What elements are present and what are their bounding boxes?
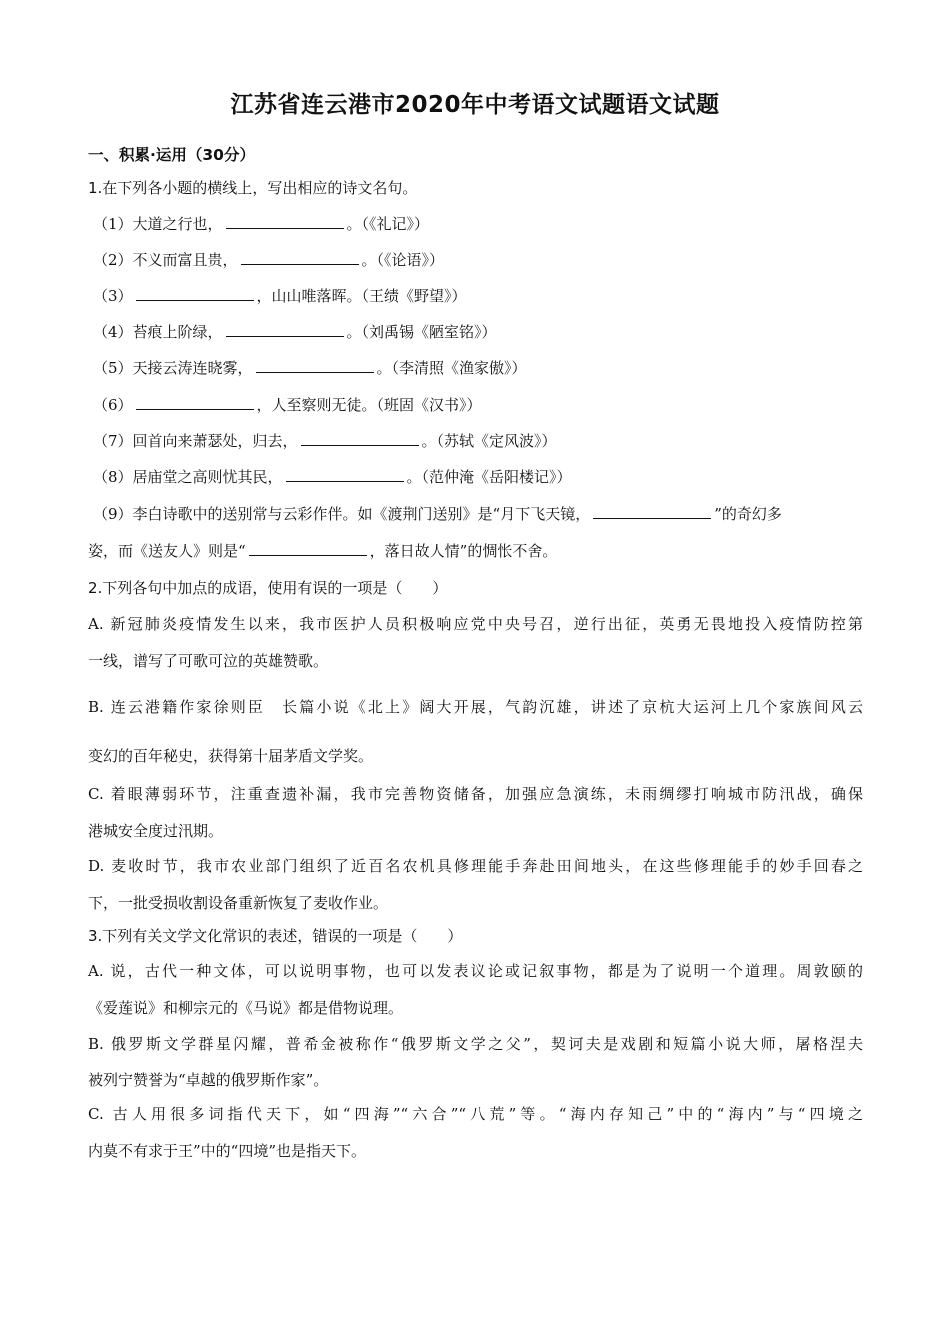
q2-option-c-line-2: 港城安全度过汛期。	[88, 822, 224, 840]
answer-blank[interactable]	[241, 250, 359, 265]
q1-item-2: （2）不义而富且贵， 。（《论语》）	[93, 251, 445, 269]
q1-item-7: （7）回首向来萧瑟处，归去， 。（苏轼《定风波》）	[93, 432, 557, 450]
question-2-stem: 2.下列各句中加点的成语，使用有误的一项是（ ）	[88, 579, 448, 597]
answer-blank[interactable]	[256, 358, 374, 373]
q1-item-4: （4）苔痕上阶绿， 。（刘禹锡《陋室铭》）	[93, 323, 497, 341]
q3-option-a-line-2: 《爱莲说》和柳宗元的《马说》都是借物说理。	[88, 999, 404, 1017]
answer-blank[interactable]	[301, 431, 419, 446]
answer-blank[interactable]	[136, 395, 254, 410]
q2-option-b-line-1: B. 连云港籍作家徐则臣 长篇小说《北上》阔大开展，气韵沉雄，讲述了京杭大运河上几个家族间风云	[88, 698, 863, 716]
answer-blank[interactable]	[286, 467, 404, 482]
q2-option-a-line-1: A. 新冠肺炎疫情发生以来，我市医护人员积极响应党中央号召，逆行出征，英勇无畏地投入疫情防控第	[88, 615, 863, 633]
answer-blank[interactable]	[226, 214, 344, 229]
q3-option-a-line-1: A. 说，古代一种文体，可以说明事物，也可以发表议论或记叙事物，都是为了说明一个道理。周敦颐的	[88, 962, 863, 980]
q3-option-b-line-2: 被列宁赞誉为“卓越的俄罗斯作家”。	[88, 1071, 329, 1089]
q2-option-a-line-2: 一线，谱写了可歌可泣的英雄赞歌。	[88, 652, 329, 670]
q2-option-d-line-2: 下，一批受损收割设备重新恢复了麦收作业。	[88, 894, 389, 912]
q1-item-5: （5）天接云涛连晓雾， 。（李清照《渔家傲》）	[93, 359, 527, 377]
answer-blank[interactable]	[226, 322, 344, 337]
answer-blank[interactable]	[249, 541, 367, 556]
q2-option-d-line-1: D. 麦收时节，我市农业部门组织了近百名农机具修理能手奔赴田间地头，在这些修理能手的妙手回春之	[88, 857, 863, 875]
q1-item-1: （1）大道之行也， 。（《礼记》）	[93, 215, 430, 233]
q2-option-c-line-1: C. 着眼薄弱环节，注重查遗补漏，我市完善物资储备，加强应急演练，未雨绸缪打响城市防汛战，确保	[88, 785, 863, 803]
answer-blank[interactable]	[136, 286, 254, 301]
q2-option-b-line-2: 变幻的百年秘史，获得第十届茅盾文学奖。	[88, 747, 374, 765]
q1-item-3: （3） ，山山唯落晖。（王绩《野望》）	[93, 287, 467, 305]
q3-option-c-line-1: C. 古人用很多词指代天下，如“四海”“六合”“八荒”等。“海内存知己”中的“海内”与“四境之	[88, 1105, 863, 1123]
question-1-stem: 1.在下列各小题的横线上，写出相应的诗文名句。	[88, 179, 418, 197]
q1-item-8: （8）居庙堂之高则忧其民， 。（范仲淹《岳阳楼记》）	[93, 468, 572, 486]
q1-item-6: （6） ，人至察则无徒。（班固《汉书》）	[93, 396, 482, 414]
q3-option-c-line-2: 内莫不有求于王”中的“四境”也是指天下。	[88, 1142, 367, 1160]
page-title: 江苏省连云港市2020年中考语文试题语文试题	[230, 92, 720, 118]
section-heading: 一、积累·运用（30分）	[88, 146, 255, 164]
q1-item-9-line-1: （9）李白诗歌中的送别常与云彩作伴。如《渡荆门送别》是“月下飞天镜， ”的奇幻多	[93, 505, 782, 523]
answer-blank[interactable]	[593, 504, 711, 519]
q1-item-9-line-2: 姿，而《送友人》则是“ ，落日故人情”的惆怅不舍。	[88, 542, 558, 560]
q3-option-b-line-1: B. 俄罗斯文学群星闪耀，普希金被称作“俄罗斯文学之父”，契诃夫是戏剧和短篇小说大师，屠格涅夫	[88, 1035, 863, 1053]
question-3-stem: 3.下列有关文学文化常识的表述，错误的一项是（ ）	[88, 927, 463, 945]
